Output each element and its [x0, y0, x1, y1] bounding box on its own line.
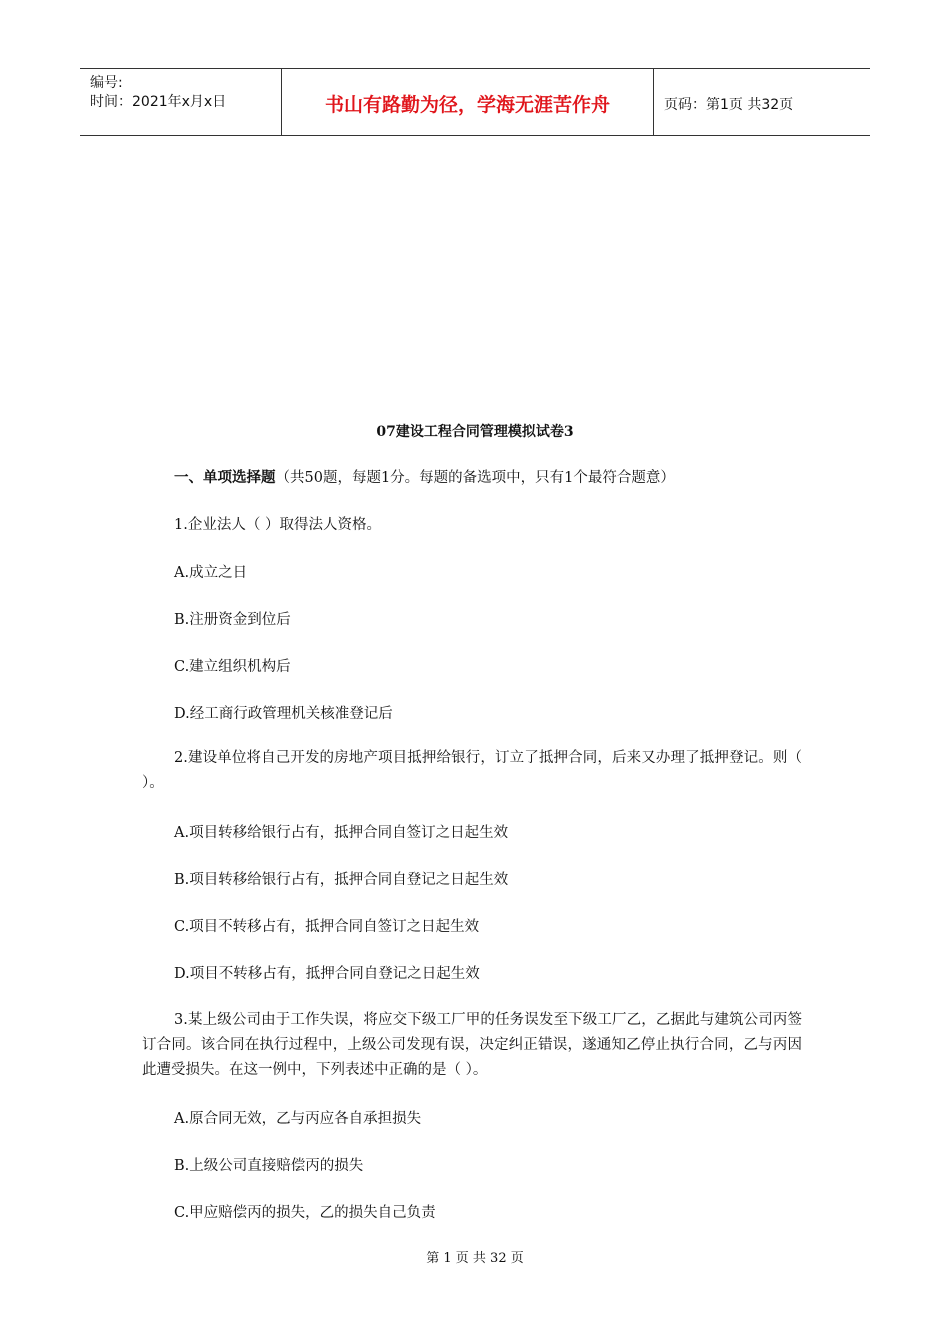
option-item: C.项目不转移占有，抵押合同自签订之日起生效 [174, 919, 480, 935]
number-label: 编号: [90, 75, 123, 91]
page-label: 页码：第1页 共32页 [664, 97, 794, 113]
option-item: A.原合同无效，乙与丙应各自承担损失 [174, 1111, 422, 1127]
option-item: C.建立组织机构后 [174, 659, 291, 675]
option-item: B.项目转移给银行占有，抵押合同自登记之日起生效 [174, 872, 509, 888]
time-label: 时间：2021年x月x日 [90, 94, 227, 110]
header-motto-cell [281, 69, 654, 135]
option-item: A.项目转移给银行占有，抵押合同自签订之日起生效 [174, 825, 509, 841]
section-heading: 一、单项选择题 [174, 469, 276, 486]
option-item: C.甲应赔偿丙的损失，乙的损失自己负责 [174, 1205, 436, 1221]
option-item: D.项目不转移占有，抵押合同自登记之日起生效 [174, 966, 480, 982]
header-right-cell [654, 69, 870, 135]
option-item: A.成立之日 [174, 565, 248, 581]
section-note: （共50题，每题1分。每题的备选项中，只有1个最符合题意） [275, 470, 675, 486]
question-stem: 1.企业法人（ ）取得法人资格。 [174, 517, 381, 533]
section-heading-line [174, 466, 675, 487]
option-item: B.注册资金到位后 [174, 612, 291, 628]
header-left-cell [80, 69, 281, 135]
document-title: 07建设工程合同管理模拟试卷3 [376, 424, 574, 440]
question-stem: 2.建设单位将自己开发的房地产项目抵押给银行，订立了抵押合同，后来又办理了抵押登记。则（ ）。 [142, 750, 802, 791]
page-header [80, 68, 870, 136]
option-item: B.上级公司直接赔偿丙的损失 [174, 1158, 364, 1174]
question-stem: 3.某上级公司由于工作失误，将应交下级工厂甲的任务误发至下级工厂乙，乙据此与建筑公司丙签订合同。该合同在执行过程中，上级公司发现有误，决定纠正错误，遂通知乙停止执行合同，乙与丙因此遭受损失。在这一例中，下列表述中正确的是（ ）。 [142, 1012, 802, 1078]
page-footer: 第 1 页 共 32 页 [426, 1251, 524, 1266]
option-item: D.经工商行政管理机关核准登记后 [174, 706, 393, 722]
motto-text: 书山有路勤为径，学海无涯苦作舟 [324, 94, 610, 116]
